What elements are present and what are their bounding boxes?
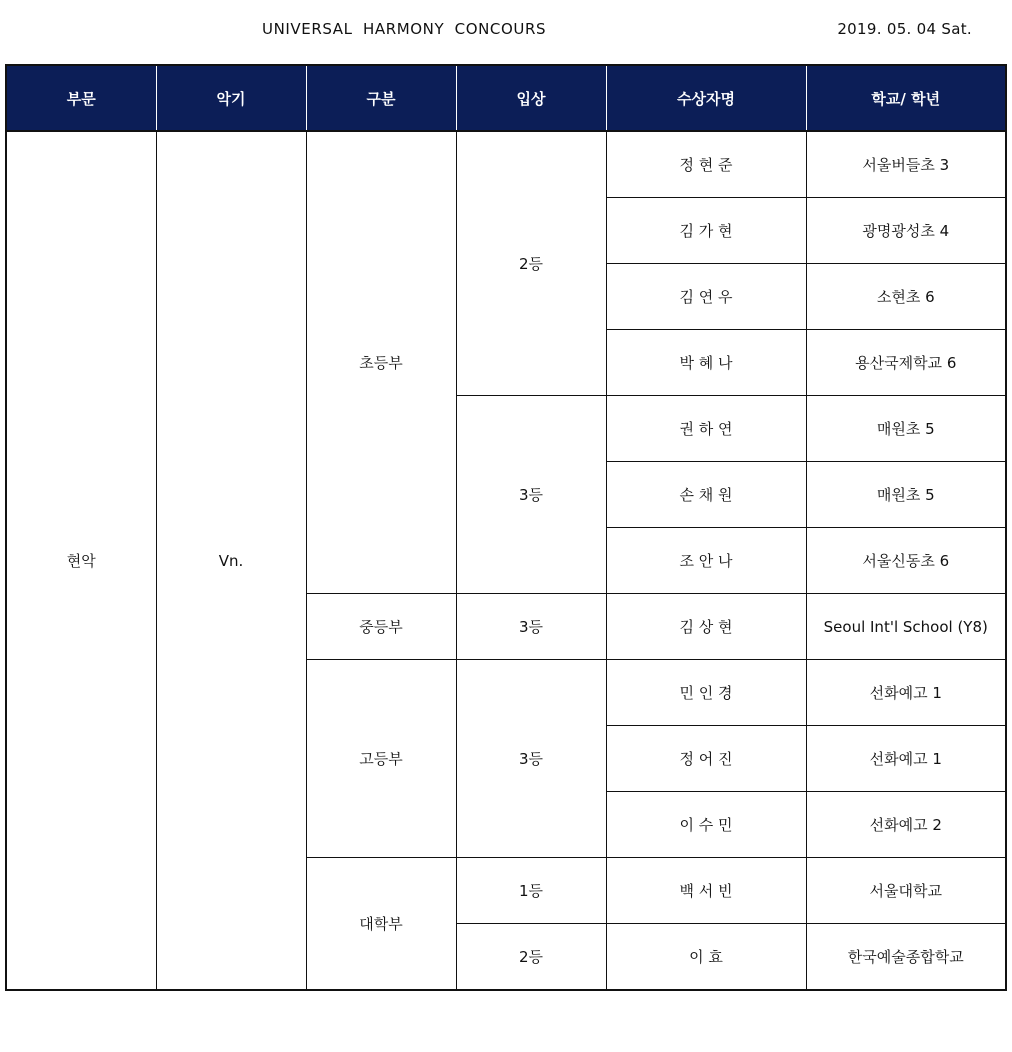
results-table xyxy=(5,64,1007,991)
winner-name-cell: 김 상 현 xyxy=(606,594,806,660)
division-cell: 대학부 xyxy=(306,858,456,991)
section-cell: 현악 xyxy=(6,131,156,990)
prize-cell: 2등 xyxy=(456,131,606,396)
column-header-instrument: 악기 xyxy=(156,65,306,131)
school-cell: 용산국제학교 6 xyxy=(806,330,1006,396)
winner-name-cell: 손 채 원 xyxy=(606,462,806,528)
winner-name-cell: 박 혜 나 xyxy=(606,330,806,396)
division-cell: 초등부 xyxy=(306,131,456,594)
winner-name-cell: 백 서 빈 xyxy=(606,858,806,924)
column-header-prize: 입상 xyxy=(456,65,606,131)
school-cell: 서울버들초 3 xyxy=(806,131,1006,198)
table-header-row xyxy=(6,65,1006,131)
column-header-division: 구분 xyxy=(306,65,456,131)
school-cell: 광명광성초 4 xyxy=(806,198,1006,264)
division-cell: 고등부 xyxy=(306,660,456,858)
prize-cell: 3등 xyxy=(456,396,606,594)
school-cell: 소현초 6 xyxy=(806,264,1006,330)
school-cell: 선화예고 1 xyxy=(806,660,1006,726)
prize-cell: 3등 xyxy=(456,660,606,858)
school-cell: 서울대학교 xyxy=(806,858,1006,924)
school-cell: 선화예고 2 xyxy=(806,792,1006,858)
school-cell: 매원초 5 xyxy=(806,396,1006,462)
division-cell: 중등부 xyxy=(306,594,456,660)
school-cell: Seoul Int'l School (Y8) xyxy=(806,594,1006,660)
winner-name-cell: 이 효 xyxy=(606,924,806,991)
winner-name-cell: 이 수 민 xyxy=(606,792,806,858)
document-header xyxy=(0,0,1012,60)
winner-name-cell: 민 인 경 xyxy=(606,660,806,726)
school-cell: 매원초 5 xyxy=(806,462,1006,528)
column-header-section: 부문 xyxy=(6,65,156,131)
page-title: UNIVERSAL HARMONY CONCOURS xyxy=(262,20,547,38)
table-row xyxy=(6,131,1006,198)
school-cell: 서울신동초 6 xyxy=(806,528,1006,594)
winner-name-cell: 김 연 우 xyxy=(606,264,806,330)
column-header-winner-name: 수상자명 xyxy=(606,65,806,131)
winner-name-cell: 김 가 현 xyxy=(606,198,806,264)
winner-name-cell: 정 현 준 xyxy=(606,131,806,198)
prize-cell: 2등 xyxy=(456,924,606,991)
winner-name-cell: 권 하 연 xyxy=(606,396,806,462)
prize-cell: 3등 xyxy=(456,594,606,660)
prize-cell: 1등 xyxy=(456,858,606,924)
winner-name-cell: 조 안 나 xyxy=(606,528,806,594)
school-cell: 한국예술종합학교 xyxy=(806,924,1006,991)
instrument-cell: Vn. xyxy=(156,131,306,990)
school-cell: 선화예고 1 xyxy=(806,726,1006,792)
event-date: 2019. 05. 04 Sat. xyxy=(837,20,972,38)
winner-name-cell: 정 어 진 xyxy=(606,726,806,792)
column-header-school-grade: 학교/ 학년 xyxy=(806,65,1006,131)
